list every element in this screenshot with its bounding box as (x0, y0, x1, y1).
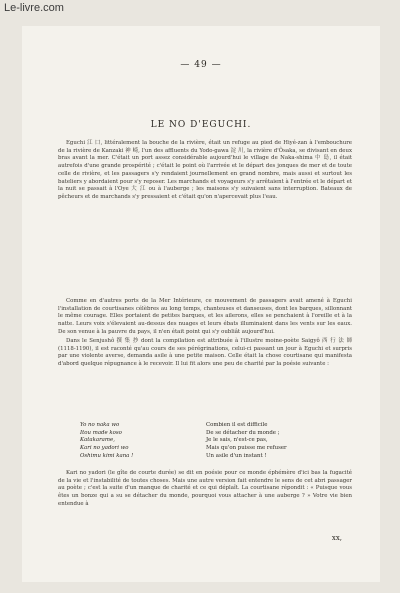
book-page (22, 26, 380, 582)
verse-line: Itou made koso (80, 429, 122, 436)
verse-japanese (80, 422, 210, 461)
signature-mark: xx, (331, 534, 342, 542)
paragraph-2: Comme en d'autres ports de la Mer Intérieure, ce mouvement de passagers avait amené à Eguchi l'installation de courtisanes célèbres au long temps, chanteuses et danseuses, dont les barques, sillonnant le même courage. Elles portaient de petites barques, et les ailerons, elles se penchaient à l'oreille et à la natte. Leurs voix s'élevaient au-dessus des nuages et leurs ébats illuminaient dans les vents sur les eaux. De son venue à la pauvre du pays, il n'en était point qui s'y oubliât aujourd'hui. (58, 298, 352, 335)
paragraph-1: Eguchi 江 口, littéralement la bouche de la rivière, était un refuge au pied de Hiyé-zan à l'embouchure de la rivière de Kanzaki 神 崎, l'un des affluents du Yodo-gawa 淀 川, la rivière d'Ôsaka, se divisant en deux bras avant la mer. C'était un port assez considérable aujourd'hui le village de Naka-shima 中 島, il était autrefois d'une grande prospérité ; c'était le point où l'arrivée et le départ des jonques de mer et de toute celle de rivière, et les passagers s'y rendaient journellement en grand nombre, mais aussi et surtout les bateliers y abordaient pour s'y reposer. Les marchands et voyageurs s'y arrêtaient à l'entrée et le départ et la nuit se passait à l'Oye 大 江 ou à l'auberge ; les maisons s'y suivaient sans interruption. Bateaux de pêcheurs et de marchands s'y pressaient et c'était qu'on n'apercevait plus l'eau. (58, 140, 352, 200)
verse-line: Oshimu kimi kana ! (80, 452, 134, 459)
verse-french (206, 422, 336, 461)
verse-line: Combien il est difficile (206, 422, 268, 428)
paragraph-3: Dans le Senjushô 撰 集 抄 dont la compilation est attribuée à l'illustre moine-poète Saigyô 西 行 法 師 (1118-1190), il est raconté qu'au cours de ses pérégrinations, celui-ci passant un jour à Eguchi et surpris par une violente averse, demanda asile à une petite maison. Celle était la chose courtisane qui manifesta d'abord quelque répugnance à le recevoir. Il lui fit alors une peu de charité par la poésie suivante : (58, 338, 352, 368)
verse-line: Kari no yadori wo (80, 445, 129, 452)
verse-line: Un asile d'un instant ! (206, 452, 267, 459)
watermark: Le-livre.com (4, 2, 64, 14)
verse-line: De se détacher du monde ; (206, 429, 280, 436)
verse-line: Mais qu'on puisse me refuser (206, 445, 287, 452)
verse-line: Je le sais, n'est-ce pas, (206, 437, 268, 444)
page-number: — 49 — (180, 60, 222, 70)
verse-line: Katakarame, (80, 437, 115, 444)
verse-line: Yo no naka wo (80, 422, 120, 428)
chapter-heading: LE NO D'EGUCHI. (150, 120, 252, 130)
paragraph-4: Kari no yadori (le gîte de courte durée) se dit en poésie pour ce monde éphémère d'ici bas la fugacité de la vie et l'instabilité de toutes choses. Mais une autre version fait entendre le sens de cet abri passager au poète ; c'est la suite d'un manque de charité et ce qui déplaît. La courtisane répondit : « Puisque vous êtes un bonze qui a su se détacher du monde, pourquoi vous attacher à une auberge ? » Votre vie bien entendue à (58, 470, 352, 507)
